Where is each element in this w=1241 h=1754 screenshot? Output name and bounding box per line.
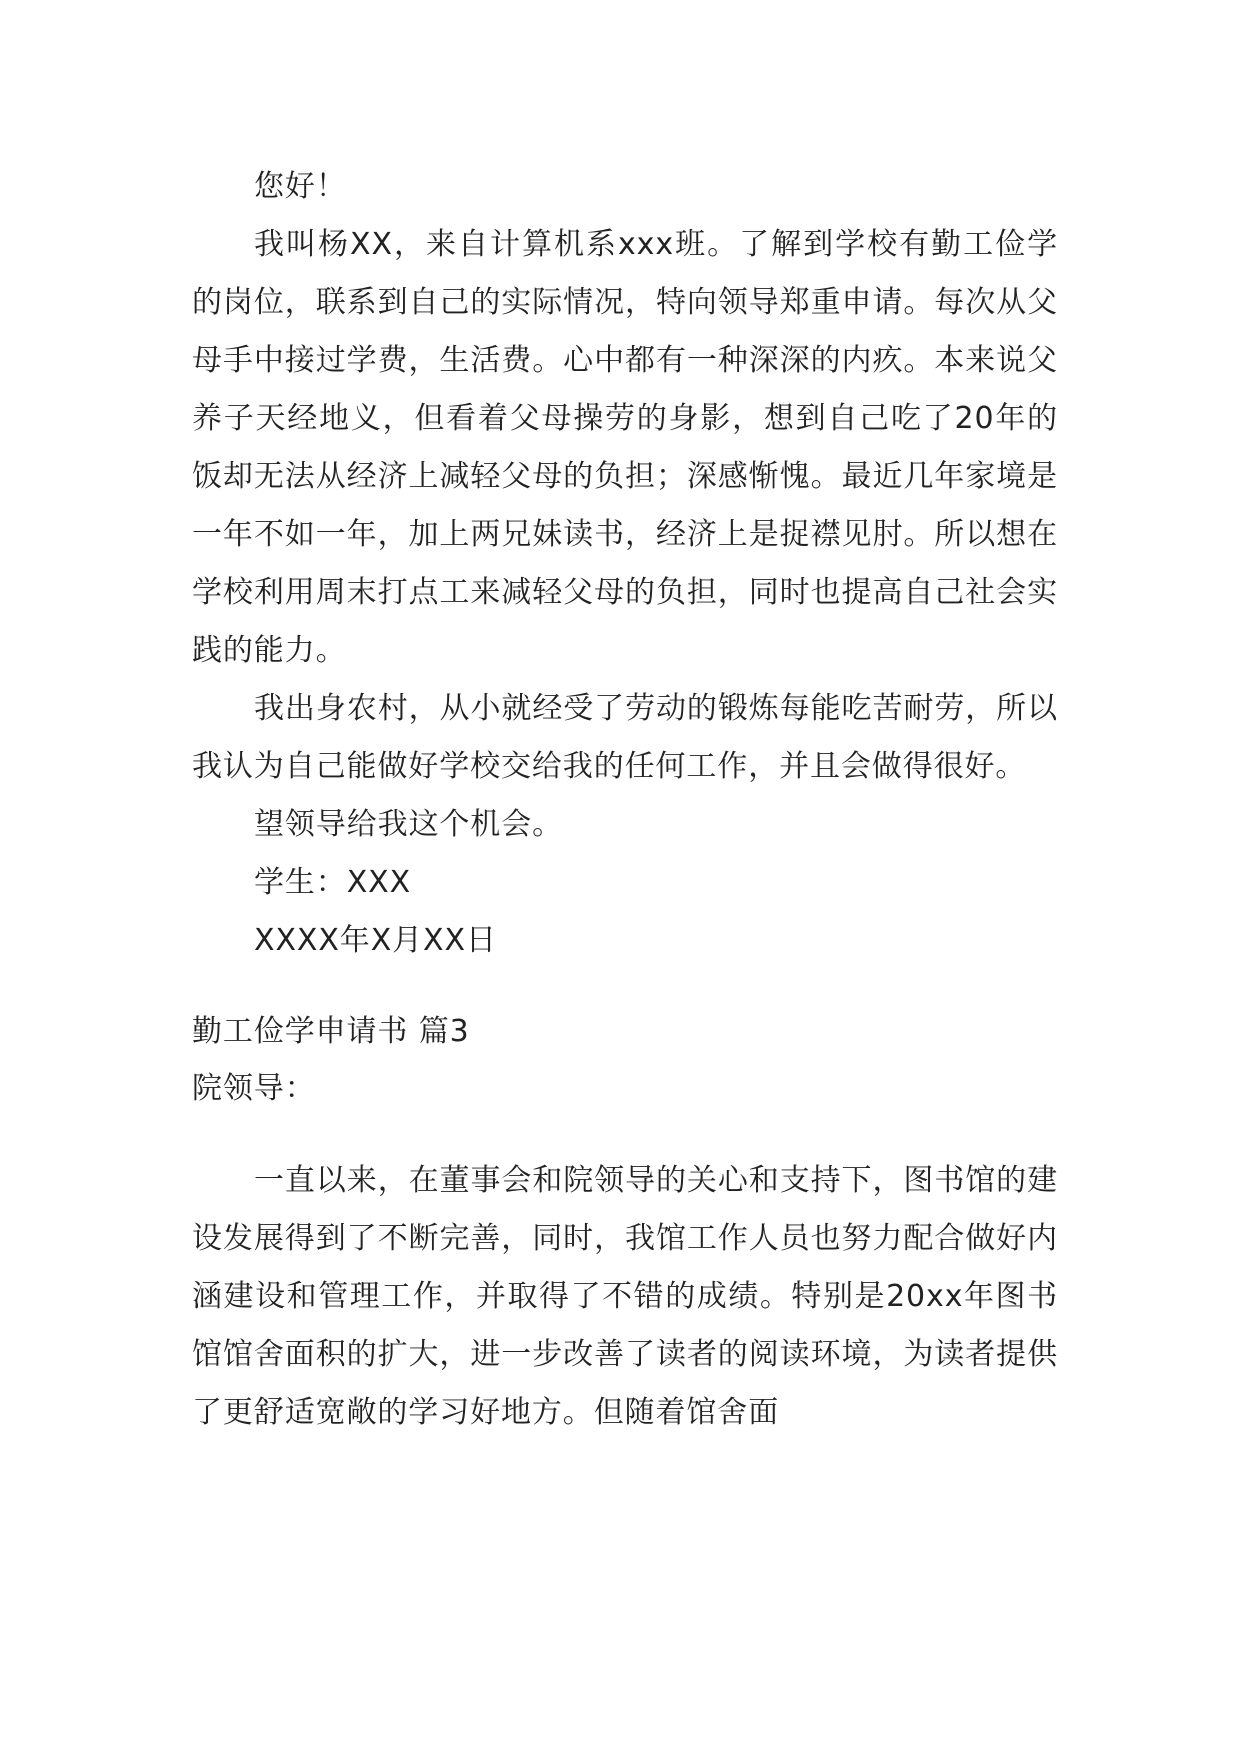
paragraph-1: 我叫杨XX，来自计算机系xxx班。了解到学校有勤工俭学的岗位，联系到自己的实际情况，特向领导郑重申请。每次从父母手中接过学费，生活费。心中都有一种深深的内疚。本来说父养子天经地义，但看着父母操劳的身影，想到自己吃了20年的饭却无法从经济上减轻父母的负担；深感惭愧。最近几年家境是一年不如一年，加上两兄妹读书，经济上是捉襟见肘。所以想在学校利用周末打点工来减轻父母的负担，同时也提高自己社会实践的能力。 <box>192 227 1058 668</box>
section-spacer <box>192 970 1058 1004</box>
date-line: XXXX年X月XX日 <box>254 923 497 958</box>
signature: 学生：XXX <box>254 865 412 900</box>
paragraph-3: 望领导给我这个机会。 <box>254 807 563 842</box>
document-body <box>192 158 1058 1442</box>
paragraph-spacer <box>192 1118 1058 1152</box>
paragraph-2: 我出身农村，从小就经受了劳动的锻炼每能吃苦耐劳，所以我认为自己能做好学校交给我的任何工作，并且会做得很好。 <box>192 691 1058 784</box>
section-title: 勤工俭学申请书 篇3 <box>192 1014 470 1049</box>
greeting: 您好！ <box>254 169 347 204</box>
section3-paragraph: 一直以来，在董事会和院领导的关心和支持下，图书馆的建设发展得到了不断完善，同时，我馆工作人员也努力配合做好内涵建设和管理工作，并取得了不错的成绩。特别是20xx年图书馆馆舍面积的扩大，进一步改善了读者的阅读环境，为读者提供了更舒适宽敞的学习好地方。但随着馆舍面 <box>192 1163 1058 1430</box>
salutation: 院领导： <box>192 1071 316 1106</box>
